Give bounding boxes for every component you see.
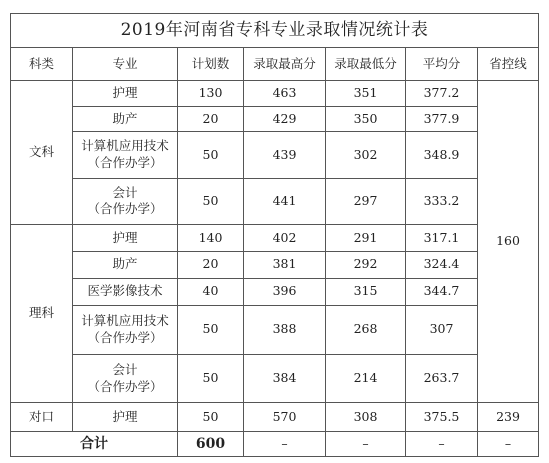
total-min: –: [326, 432, 406, 457]
header-major: 专业: [73, 47, 178, 80]
max-score-cell: 381: [244, 251, 326, 278]
avg-score-cell: 375.5: [406, 403, 478, 432]
table-row: [11, 354, 539, 402]
min-score-cell: 297: [326, 178, 406, 224]
category-cell: 对口: [11, 403, 73, 432]
total-label: 合计: [11, 432, 178, 457]
table-row: [11, 106, 539, 132]
header-category: 科类: [11, 47, 73, 80]
table-row: [11, 251, 539, 278]
major-cell: [73, 305, 178, 354]
major-cell: 助产: [73, 251, 178, 278]
min-score-cell: 214: [326, 354, 406, 402]
table-row: [11, 225, 539, 252]
table-row: [11, 403, 539, 432]
avg-score-cell: 324.4: [406, 251, 478, 278]
avg-score-cell: 317.1: [406, 225, 478, 252]
max-score-cell: 402: [244, 225, 326, 252]
plan-cell: 140: [178, 225, 244, 252]
max-score-cell: 384: [244, 354, 326, 402]
header-plan: 计划数: [178, 47, 244, 80]
major-line: 会计: [112, 361, 138, 377]
major-cell: 护理: [73, 80, 178, 106]
avg-score-cell: 377.9: [406, 106, 478, 132]
avg-score-cell: 348.9: [406, 132, 478, 178]
header-max-score: 录取最高分: [244, 47, 326, 80]
major-cell: 护理: [73, 403, 178, 432]
max-score-cell: 463: [244, 80, 326, 106]
min-score-cell: 291: [326, 225, 406, 252]
major-note: （合作办学）: [87, 201, 163, 217]
major-note: （合作办学）: [87, 378, 163, 394]
max-score-cell: 441: [244, 178, 326, 224]
header-min-score: 录取最低分: [326, 47, 406, 80]
major-cell: 护理: [73, 225, 178, 252]
min-score-cell: 350: [326, 106, 406, 132]
total-control: –: [478, 432, 539, 457]
plan-cell: 40: [178, 278, 244, 305]
max-score-cell: 570: [244, 403, 326, 432]
table-title: 2019年河南省专科专业录取情况统计表: [11, 14, 539, 48]
avg-score-cell: 344.7: [406, 278, 478, 305]
admission-stats-table: [10, 13, 539, 457]
major-line: 会计: [112, 184, 138, 200]
total-max: –: [244, 432, 326, 457]
avg-score-cell: 263.7: [406, 354, 478, 402]
min-score-cell: 351: [326, 80, 406, 106]
max-score-cell: 388: [244, 305, 326, 354]
table-row: [11, 278, 539, 305]
major-cell: [73, 178, 178, 224]
plan-cell: 20: [178, 251, 244, 278]
category-cell: 理科: [11, 225, 73, 403]
plan-cell: 50: [178, 354, 244, 402]
min-score-cell: 308: [326, 403, 406, 432]
major-line: 计算机应用技术: [81, 312, 169, 328]
major-note: （合作办学）: [87, 155, 163, 171]
min-score-cell: 268: [326, 305, 406, 354]
plan-cell: 20: [178, 106, 244, 132]
category-cell: 文科: [11, 80, 73, 224]
plan-cell: 130: [178, 80, 244, 106]
major-cell: [73, 354, 178, 402]
max-score-cell: 439: [244, 132, 326, 178]
table-row: [11, 178, 539, 224]
plan-cell: 50: [178, 403, 244, 432]
min-score-cell: 315: [326, 278, 406, 305]
avg-score-cell: 307: [406, 305, 478, 354]
max-score-cell: 429: [244, 106, 326, 132]
avg-score-cell: 333.2: [406, 178, 478, 224]
plan-cell: 50: [178, 305, 244, 354]
major-line: 计算机应用技术: [81, 138, 169, 154]
avg-score-cell: 377.2: [406, 80, 478, 106]
major-cell: 助产: [73, 106, 178, 132]
table-row: [11, 80, 539, 106]
total-row: [11, 432, 539, 457]
control-line-cell: 160: [478, 80, 539, 402]
total-avg: –: [406, 432, 478, 457]
min-score-cell: 302: [326, 132, 406, 178]
plan-cell: 50: [178, 132, 244, 178]
total-plan: 600: [178, 432, 244, 457]
table-row: [11, 132, 539, 178]
major-note: （合作办学）: [87, 329, 163, 345]
plan-cell: 50: [178, 178, 244, 224]
header-avg-score: 平均分: [406, 47, 478, 80]
major-cell: [73, 132, 178, 178]
max-score-cell: 396: [244, 278, 326, 305]
table-row: [11, 305, 539, 354]
header-control-line: 省控线: [478, 47, 539, 80]
major-cell: 医学影像技术: [73, 278, 178, 305]
min-score-cell: 292: [326, 251, 406, 278]
control-line-cell: 239: [478, 403, 539, 432]
